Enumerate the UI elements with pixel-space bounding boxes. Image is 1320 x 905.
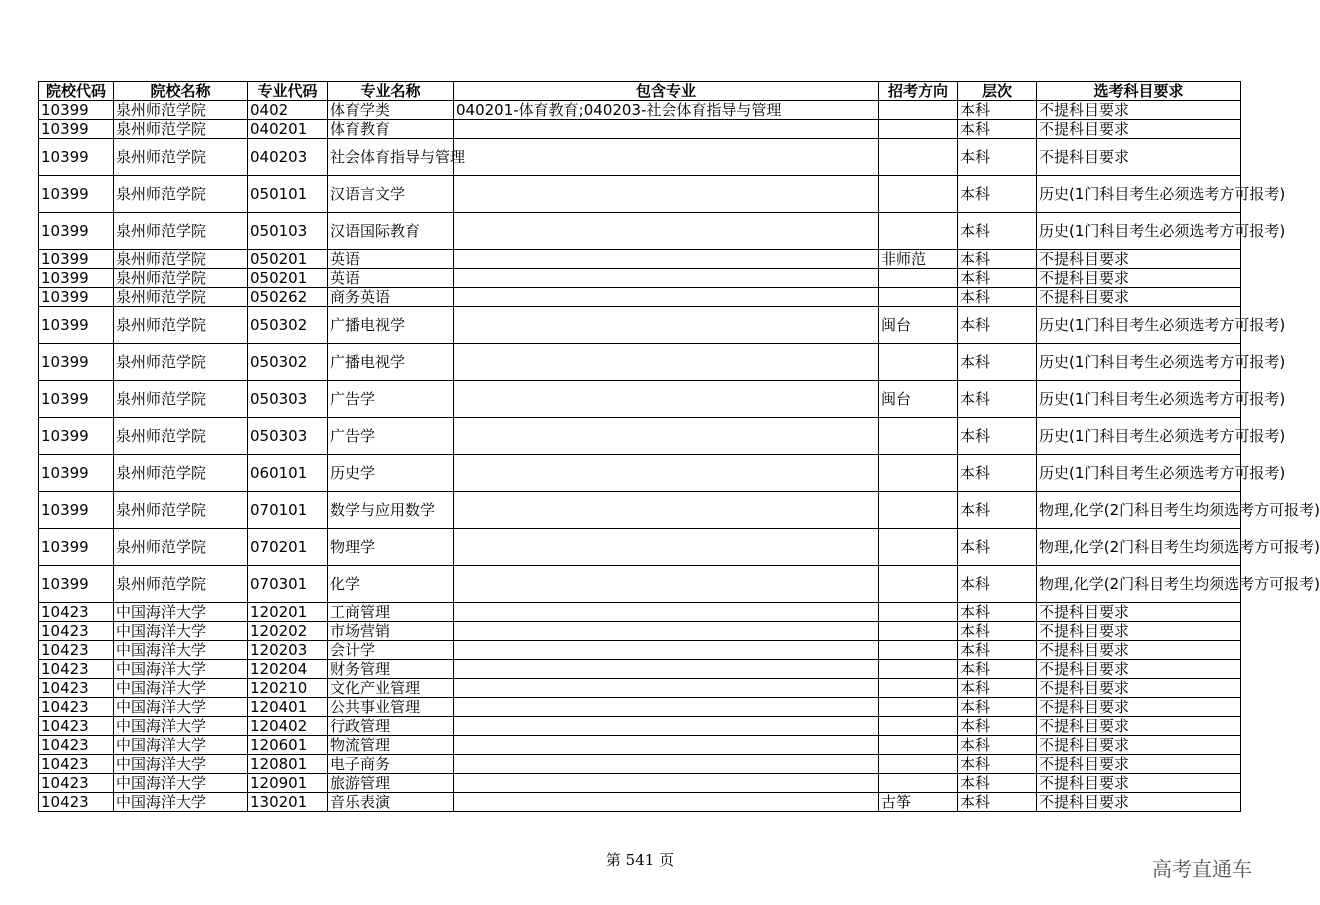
cell-major-code: 130201 xyxy=(248,793,328,812)
cell-subject-requirement: 历史(1门科目考生必须选考方可报考) xyxy=(1037,344,1241,381)
cell-direction: 古筝 xyxy=(879,793,958,812)
cell-school-code: 10399 xyxy=(39,344,114,381)
cell-level: 本科 xyxy=(958,288,1037,307)
cell-subject-requirement: 不提科目要求 xyxy=(1037,793,1241,812)
cell-school-name: 中国海洋大学 xyxy=(114,622,248,641)
cell-major-code: 050101 xyxy=(248,176,328,213)
table-row xyxy=(39,381,1241,418)
table-row xyxy=(39,736,1241,755)
cell-level: 本科 xyxy=(958,679,1037,698)
cell-included-majors xyxy=(454,492,879,529)
cell-included-majors xyxy=(454,344,879,381)
cell-school-name: 泉州师范学院 xyxy=(114,176,248,213)
cell-direction: 闽台 xyxy=(879,307,958,344)
cell-major-name: 市场营销 xyxy=(328,622,454,641)
cell-subject-requirement: 不提科目要求 xyxy=(1037,250,1241,269)
cell-level: 本科 xyxy=(958,774,1037,793)
cell-subject-requirement: 不提科目要求 xyxy=(1037,120,1241,139)
cell-school-code: 10423 xyxy=(39,774,114,793)
cell-school-name: 泉州师范学院 xyxy=(114,250,248,269)
cell-subject-requirement: 历史(1门科目考生必须选考方可报考) xyxy=(1037,307,1241,344)
cell-school-name: 中国海洋大学 xyxy=(114,774,248,793)
cell-major-name: 商务英语 xyxy=(328,288,454,307)
cell-major-name: 历史学 xyxy=(328,455,454,492)
cell-included-majors xyxy=(454,269,879,288)
cell-school-name: 泉州师范学院 xyxy=(114,344,248,381)
cell-school-name: 中国海洋大学 xyxy=(114,736,248,755)
table-row xyxy=(39,418,1241,455)
cell-level: 本科 xyxy=(958,793,1037,812)
cell-level: 本科 xyxy=(958,120,1037,139)
cell-school-name: 中国海洋大学 xyxy=(114,603,248,622)
cell-level: 本科 xyxy=(958,213,1037,250)
cell-subject-requirement: 不提科目要求 xyxy=(1037,139,1241,176)
cell-direction xyxy=(879,660,958,679)
cell-subject-requirement: 历史(1门科目考生必须选考方可报考) xyxy=(1037,418,1241,455)
table-row xyxy=(39,755,1241,774)
header-level: 层次 xyxy=(958,82,1037,101)
cell-subject-requirement: 不提科目要求 xyxy=(1037,717,1241,736)
table-row xyxy=(39,307,1241,344)
table-row xyxy=(39,176,1241,213)
cell-major-code: 120401 xyxy=(248,698,328,717)
cell-subject-requirement: 不提科目要求 xyxy=(1037,288,1241,307)
cell-subject-requirement: 物理,化学(2门科目考生均须选考方可报考) xyxy=(1037,566,1241,603)
cell-direction xyxy=(879,755,958,774)
cell-school-code: 10423 xyxy=(39,755,114,774)
header-row xyxy=(39,82,1241,101)
cell-included-majors xyxy=(454,774,879,793)
cell-direction xyxy=(879,213,958,250)
cell-direction: 闽台 xyxy=(879,381,958,418)
table-row xyxy=(39,679,1241,698)
cell-school-name: 中国海洋大学 xyxy=(114,698,248,717)
cell-major-code: 050302 xyxy=(248,307,328,344)
cell-school-code: 10423 xyxy=(39,622,114,641)
cell-subject-requirement: 不提科目要求 xyxy=(1037,269,1241,288)
cell-included-majors xyxy=(454,603,879,622)
cell-major-name: 旅游管理 xyxy=(328,774,454,793)
cell-major-code: 050201 xyxy=(248,250,328,269)
cell-included-majors xyxy=(454,307,879,344)
cell-school-name: 泉州师范学院 xyxy=(114,213,248,250)
cell-school-name: 中国海洋大学 xyxy=(114,679,248,698)
cell-subject-requirement: 历史(1门科目考生必须选考方可报考) xyxy=(1037,176,1241,213)
cell-subject-requirement: 不提科目要求 xyxy=(1037,736,1241,755)
table-row xyxy=(39,120,1241,139)
table-header xyxy=(39,82,1241,101)
header-major-code: 专业代码 xyxy=(248,82,328,101)
cell-level: 本科 xyxy=(958,529,1037,566)
cell-level: 本科 xyxy=(958,307,1037,344)
cell-major-code: 050262 xyxy=(248,288,328,307)
cell-included-majors xyxy=(454,288,879,307)
cell-direction xyxy=(879,139,958,176)
cell-major-code: 070201 xyxy=(248,529,328,566)
watermark-text: 高考直通车 xyxy=(1152,857,1252,881)
cell-subject-requirement: 不提科目要求 xyxy=(1037,603,1241,622)
cell-subject-requirement: 物理,化学(2门科目考生均须选考方可报考) xyxy=(1037,492,1241,529)
cell-direction xyxy=(879,774,958,793)
cell-level: 本科 xyxy=(958,492,1037,529)
cell-major-code: 070101 xyxy=(248,492,328,529)
cell-direction xyxy=(879,455,958,492)
cell-major-name: 英语 xyxy=(328,269,454,288)
cell-school-code: 10423 xyxy=(39,793,114,812)
cell-included-majors xyxy=(454,381,879,418)
table-row xyxy=(39,288,1241,307)
cell-subject-requirement: 不提科目要求 xyxy=(1037,698,1241,717)
cell-school-name: 中国海洋大学 xyxy=(114,660,248,679)
table-row xyxy=(39,774,1241,793)
cell-school-code: 10399 xyxy=(39,288,114,307)
cell-included-majors xyxy=(454,717,879,736)
cell-direction xyxy=(879,492,958,529)
cell-school-code: 10423 xyxy=(39,660,114,679)
cell-direction xyxy=(879,717,958,736)
header-included-majors: 包含专业 xyxy=(454,82,879,101)
cell-major-name: 广告学 xyxy=(328,418,454,455)
cell-school-name: 泉州师范学院 xyxy=(114,381,248,418)
table-row xyxy=(39,660,1241,679)
cell-school-code: 10399 xyxy=(39,101,114,120)
cell-major-code: 050302 xyxy=(248,344,328,381)
cell-major-name: 工商管理 xyxy=(328,603,454,622)
cell-direction xyxy=(879,641,958,660)
table-row xyxy=(39,641,1241,660)
cell-major-code: 050303 xyxy=(248,418,328,455)
cell-included-majors xyxy=(454,250,879,269)
cell-included-majors xyxy=(454,736,879,755)
cell-subject-requirement: 历史(1门科目考生必须选考方可报考) xyxy=(1037,455,1241,492)
header-school-code: 院校代码 xyxy=(39,82,114,101)
cell-school-code: 10399 xyxy=(39,120,114,139)
cell-included-majors: 040201-体育教育;040203-社会体育指导与管理 xyxy=(454,101,879,120)
table-row xyxy=(39,213,1241,250)
cell-level: 本科 xyxy=(958,344,1037,381)
cell-school-name: 泉州师范学院 xyxy=(114,418,248,455)
cell-major-code: 120402 xyxy=(248,717,328,736)
table-row xyxy=(39,603,1241,622)
cell-major-code: 120901 xyxy=(248,774,328,793)
cell-major-name: 文化产业管理 xyxy=(328,679,454,698)
cell-major-code: 120203 xyxy=(248,641,328,660)
cell-level: 本科 xyxy=(958,603,1037,622)
cell-school-name: 泉州师范学院 xyxy=(114,529,248,566)
cell-direction xyxy=(879,101,958,120)
cell-major-name: 社会体育指导与管理 xyxy=(328,139,454,176)
cell-direction xyxy=(879,736,958,755)
table-row xyxy=(39,492,1241,529)
table-row xyxy=(39,698,1241,717)
cell-subject-requirement: 不提科目要求 xyxy=(1037,622,1241,641)
cell-school-code: 10399 xyxy=(39,139,114,176)
cell-level: 本科 xyxy=(958,269,1037,288)
cell-major-name: 电子商务 xyxy=(328,755,454,774)
cell-major-name: 数学与应用数学 xyxy=(328,492,454,529)
cell-school-name: 中国海洋大学 xyxy=(114,717,248,736)
header-subject-requirement: 选考科目要求 xyxy=(1037,82,1241,101)
table-row xyxy=(39,793,1241,812)
cell-direction xyxy=(879,622,958,641)
cell-school-name: 泉州师范学院 xyxy=(114,101,248,120)
cell-direction xyxy=(879,603,958,622)
cell-school-code: 10399 xyxy=(39,269,114,288)
cell-level: 本科 xyxy=(958,455,1037,492)
cell-subject-requirement: 不提科目要求 xyxy=(1037,660,1241,679)
cell-school-name: 泉州师范学院 xyxy=(114,120,248,139)
cell-major-code: 120210 xyxy=(248,679,328,698)
cell-included-majors xyxy=(454,213,879,250)
cell-direction xyxy=(879,269,958,288)
table-body xyxy=(39,101,1320,812)
cell-level: 本科 xyxy=(958,176,1037,213)
cell-school-code: 10399 xyxy=(39,213,114,250)
cell-included-majors xyxy=(454,755,879,774)
cell-included-majors xyxy=(454,139,879,176)
cell-major-name: 公共事业管理 xyxy=(328,698,454,717)
cell-included-majors xyxy=(454,622,879,641)
table-row xyxy=(39,250,1241,269)
cell-subject-requirement: 不提科目要求 xyxy=(1037,101,1241,120)
cell-major-code: 060101 xyxy=(248,455,328,492)
table-row xyxy=(39,455,1241,492)
table-row xyxy=(39,622,1241,641)
table-row xyxy=(39,101,1241,120)
cell-major-name: 财务管理 xyxy=(328,660,454,679)
cell-school-code: 10423 xyxy=(39,603,114,622)
cell-level: 本科 xyxy=(958,698,1037,717)
cell-level: 本科 xyxy=(958,717,1037,736)
cell-direction xyxy=(879,288,958,307)
cell-level: 本科 xyxy=(958,101,1037,120)
cell-major-name: 物理学 xyxy=(328,529,454,566)
cell-major-name: 汉语国际教育 xyxy=(328,213,454,250)
cell-included-majors xyxy=(454,120,879,139)
cell-major-code: 0402 xyxy=(248,101,328,120)
cell-subject-requirement: 不提科目要求 xyxy=(1037,755,1241,774)
table-row xyxy=(39,717,1241,736)
cell-major-name: 物流管理 xyxy=(328,736,454,755)
cell-major-name: 行政管理 xyxy=(328,717,454,736)
cell-subject-requirement: 不提科目要求 xyxy=(1037,679,1241,698)
cell-school-code: 10399 xyxy=(39,176,114,213)
cell-school-code: 10399 xyxy=(39,455,114,492)
cell-major-code: 120801 xyxy=(248,755,328,774)
cell-school-code: 10423 xyxy=(39,717,114,736)
cell-school-code: 10423 xyxy=(39,641,114,660)
cell-school-code: 10399 xyxy=(39,250,114,269)
cell-included-majors xyxy=(454,529,879,566)
cell-major-code: 120202 xyxy=(248,622,328,641)
table-row xyxy=(39,566,1241,603)
cell-major-code: 120601 xyxy=(248,736,328,755)
cell-major-name: 广播电视学 xyxy=(328,344,454,381)
cell-direction xyxy=(879,679,958,698)
cell-school-code: 10399 xyxy=(39,529,114,566)
cell-level: 本科 xyxy=(958,755,1037,774)
cell-direction xyxy=(879,566,958,603)
cell-included-majors xyxy=(454,698,879,717)
cell-direction xyxy=(879,529,958,566)
cell-included-majors xyxy=(454,455,879,492)
cell-included-majors xyxy=(454,566,879,603)
cell-major-name: 广播电视学 xyxy=(328,307,454,344)
header-school-name: 院校名称 xyxy=(114,82,248,101)
cell-school-name: 泉州师范学院 xyxy=(114,307,248,344)
cell-major-name: 体育学类 xyxy=(328,101,454,120)
cell-level: 本科 xyxy=(958,736,1037,755)
page-number: 第 541 页 xyxy=(605,851,675,869)
cell-major-name: 汉语言文学 xyxy=(328,176,454,213)
cell-included-majors xyxy=(454,793,879,812)
cell-level: 本科 xyxy=(958,381,1037,418)
cell-level: 本科 xyxy=(958,566,1037,603)
cell-level: 本科 xyxy=(958,250,1037,269)
cell-subject-requirement: 不提科目要求 xyxy=(1037,641,1241,660)
cell-direction xyxy=(879,698,958,717)
cell-direction xyxy=(879,120,958,139)
cell-major-code: 050201 xyxy=(248,269,328,288)
cell-subject-requirement: 不提科目要求 xyxy=(1037,774,1241,793)
cell-major-code: 050103 xyxy=(248,213,328,250)
cell-major-code: 050303 xyxy=(248,381,328,418)
cell-school-code: 10399 xyxy=(39,381,114,418)
cell-level: 本科 xyxy=(958,660,1037,679)
cell-major-code: 040201 xyxy=(248,120,328,139)
cell-school-code: 10423 xyxy=(39,698,114,717)
cell-level: 本科 xyxy=(958,139,1037,176)
cell-included-majors xyxy=(454,418,879,455)
cell-direction xyxy=(879,176,958,213)
cell-major-name: 英语 xyxy=(328,250,454,269)
cell-major-name: 音乐表演 xyxy=(328,793,454,812)
cell-direction: 非师范 xyxy=(879,250,958,269)
cell-major-name: 化学 xyxy=(328,566,454,603)
cell-major-code: 040203 xyxy=(248,139,328,176)
cell-included-majors xyxy=(454,660,879,679)
cell-school-code: 10399 xyxy=(39,418,114,455)
cell-level: 本科 xyxy=(958,622,1037,641)
cell-school-name: 中国海洋大学 xyxy=(114,755,248,774)
cell-school-code: 10399 xyxy=(39,307,114,344)
cell-level: 本科 xyxy=(958,418,1037,455)
cell-school-name: 泉州师范学院 xyxy=(114,288,248,307)
cell-school-name: 泉州师范学院 xyxy=(114,455,248,492)
cell-subject-requirement: 历史(1门科目考生必须选考方可报考) xyxy=(1037,381,1241,418)
cell-school-name: 泉州师范学院 xyxy=(114,139,248,176)
cell-school-code: 10423 xyxy=(39,736,114,755)
cell-direction xyxy=(879,418,958,455)
cell-included-majors xyxy=(454,679,879,698)
table-row xyxy=(39,344,1241,381)
cell-major-code: 120201 xyxy=(248,603,328,622)
cell-subject-requirement: 历史(1门科目考生必须选考方可报考) xyxy=(1037,213,1241,250)
cell-major-name: 广告学 xyxy=(328,381,454,418)
table-row xyxy=(39,529,1241,566)
cell-major-code: 070301 xyxy=(248,566,328,603)
cell-level: 本科 xyxy=(958,641,1037,660)
cell-subject-requirement: 物理,化学(2门科目考生均须选考方可报考) xyxy=(1037,529,1241,566)
cell-direction xyxy=(879,344,958,381)
cell-included-majors xyxy=(454,641,879,660)
cell-school-code: 10399 xyxy=(39,492,114,529)
header-direction: 招考方向 xyxy=(879,82,958,101)
cell-school-code: 10423 xyxy=(39,679,114,698)
table-row xyxy=(39,139,1241,176)
cell-included-majors xyxy=(454,176,879,213)
cell-major-code: 120204 xyxy=(248,660,328,679)
cell-school-name: 泉州师范学院 xyxy=(114,566,248,603)
cell-school-name: 泉州师范学院 xyxy=(114,269,248,288)
cell-school-code: 10399 xyxy=(39,566,114,603)
cell-major-name: 体育教育 xyxy=(328,120,454,139)
cell-school-name: 中国海洋大学 xyxy=(114,641,248,660)
cell-school-name: 中国海洋大学 xyxy=(114,793,248,812)
cell-major-name: 会计学 xyxy=(328,641,454,660)
header-major-name: 专业名称 xyxy=(328,82,454,101)
table-row xyxy=(39,269,1241,288)
admission-table xyxy=(38,81,1320,812)
cell-school-name: 泉州师范学院 xyxy=(114,492,248,529)
